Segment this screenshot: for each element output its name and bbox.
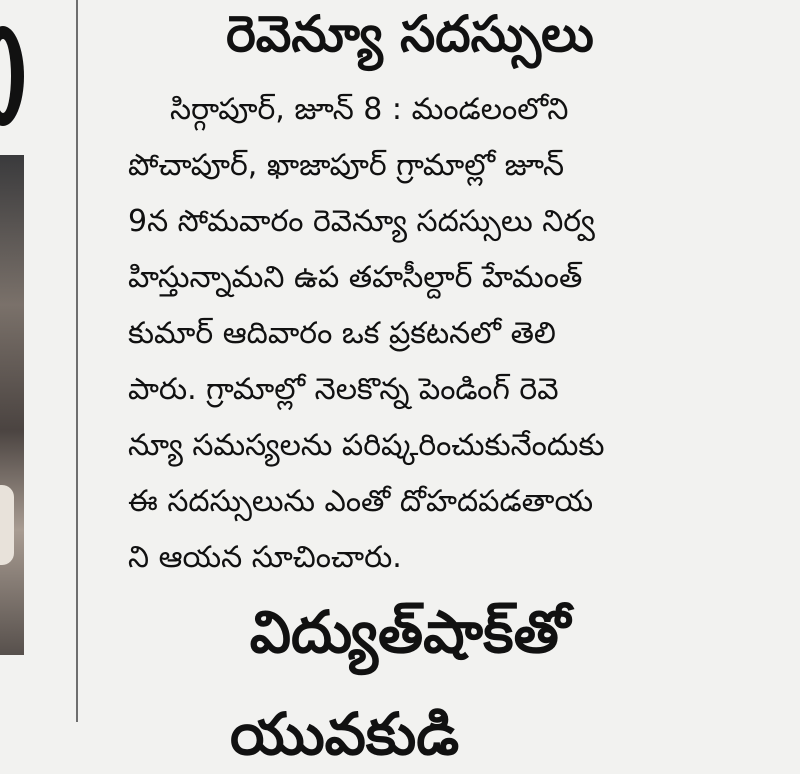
- next-article-headline-cutoff: [230, 694, 550, 768]
- body-line: పారు. గ్రామాల్లో నెలకొన్న పెండింగ్ రెవె: [128, 372, 559, 407]
- body-line: 9న సోమవారం రెవెన్యూ సదస్సులు నిర్వ: [128, 204, 595, 239]
- next-article-headline-partial: యువకుడి: [230, 700, 460, 768]
- adjacent-headline-fragment: [0, 26, 24, 126]
- body-line: ని ఆయన సూచించారు.: [128, 540, 402, 575]
- adjacent-column-edge: [0, 0, 34, 722]
- adjacent-photo-edge: [0, 155, 24, 655]
- body-line: న్యూ సమస్యలను పరిష్కరించుకునేందుకు: [128, 428, 605, 463]
- body-line: హిస్తున్నామని ఉప తహసీల్దార్ హేమంత్: [128, 260, 583, 295]
- body-line: కుమార్ ఆదివారం ఒక ప్రకటనలో తెలి: [128, 316, 556, 351]
- body-line: ఈ సదస్సులును ఎంతో దోహదపడతాయ: [128, 484, 594, 519]
- article-body: [128, 82, 698, 586]
- body-line: సిర్గాపూర్, జూన్ 8 : మండలంలోని: [170, 92, 569, 127]
- news-article: [120, 0, 700, 768]
- article-headline: రెవెన్యూ సదస్సులు: [226, 5, 594, 63]
- body-line: పోచాపూర్, ఖాజాపూర్ గ్రామాల్లో జూన్: [128, 148, 565, 183]
- column-divider: [76, 0, 78, 722]
- next-article-headline: విద్యుత్‌షాక్‌తో: [249, 598, 571, 666]
